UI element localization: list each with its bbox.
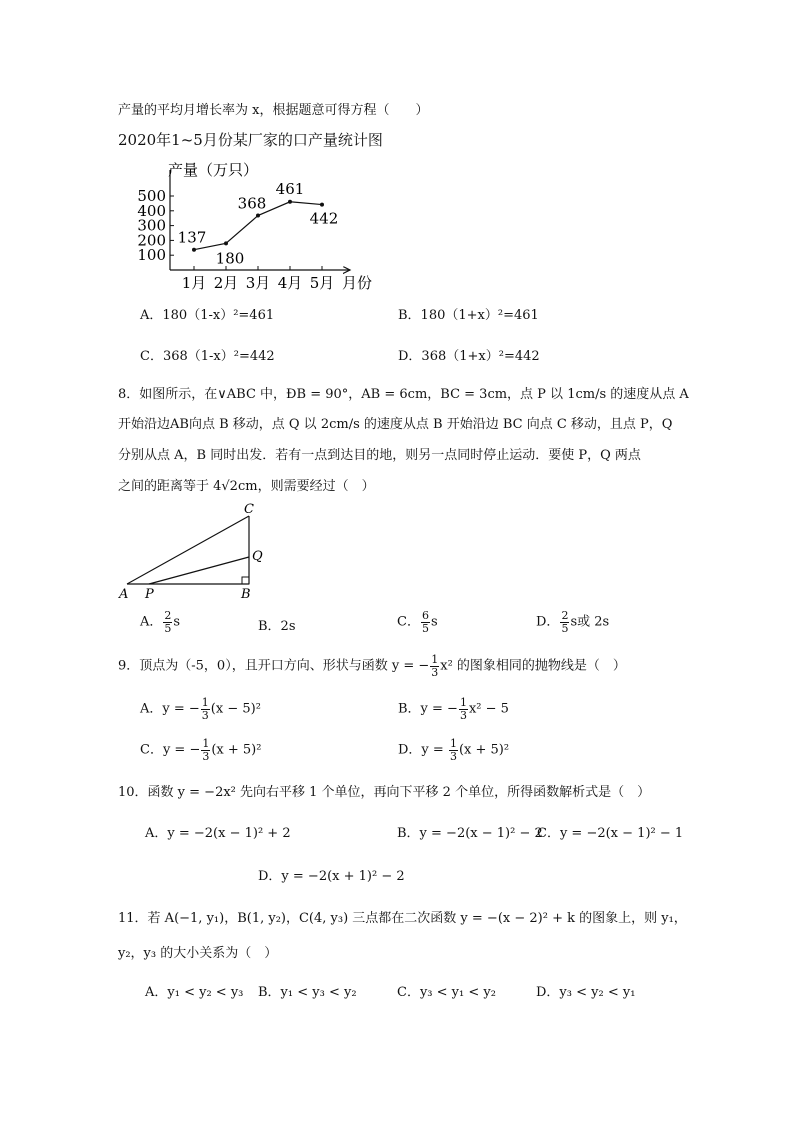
chart-value-labels: [178, 180, 339, 268]
data-label: 137: [177, 228, 207, 247]
chart-title: 2020年1~5月份某厂家的口产量统计图: [118, 131, 383, 149]
q8-option-a-unit: s: [173, 614, 181, 630]
q8-stem-line-4: 之间的距离等于 4√2cm，则需要经过（ ）: [118, 479, 375, 494]
q8-option-a-fraction: $\frac{2}{5}$: [164, 609, 172, 635]
q8-option-b[interactable]: B．2s: [258, 619, 296, 634]
chart-y-axis-label: 产量（万只）: [168, 161, 259, 179]
y-tick-label: 500: [137, 187, 166, 205]
x-tick-label: 3月: [245, 274, 271, 292]
y-tick-label: 300: [137, 216, 166, 235]
q8-triangle-figure: [115, 500, 275, 604]
production-line-chart: [118, 152, 388, 294]
q7-option-a[interactable]: A．180（1-x）²=461: [140, 308, 275, 323]
q10-stem: 10．函数 y = −2x² 先向右平移 1 个单位，再向下平移 2 个单位，所得函数解析式是（ ）: [118, 785, 651, 800]
q9-stem: 9．顶点为（-5，0），且开口方向、形状与函数 y = − $\frac{1}{3}$ x² 的图象相同的抛物线是（ ）: [118, 653, 626, 679]
data-label: 442: [309, 209, 339, 228]
x-tick-label: 1月: [181, 274, 207, 292]
q9-option-b[interactable]: B．y = − $\frac{1}{3}$ x² − 5: [398, 696, 509, 722]
q9-option-c[interactable]: C．y = − $\frac{1}{3}$ (x + 5)²: [140, 737, 262, 763]
q11-option-c[interactable]: C．y₃ < y₁ < y₂: [397, 985, 496, 1000]
q11-option-a[interactable]: A．y₁ < y₂ < y₃: [145, 985, 244, 1000]
y-tick-label: 400: [137, 201, 166, 220]
label-b: B: [241, 587, 251, 602]
x-tick-label: 4月: [277, 274, 303, 292]
q10-option-d[interactable]: D．y = −2(x + 1)² − 2: [258, 869, 405, 884]
q7-option-d[interactable]: D．368（1+x）²=442: [398, 349, 540, 364]
q8-option-d-fraction: $\frac{2}{5}$: [561, 609, 569, 635]
q10-option-c[interactable]: C．y = −2(x − 1)² − 1: [537, 826, 684, 841]
y-tick-label: 100: [137, 246, 166, 265]
segment-pq: [149, 557, 249, 584]
label-q: Q: [252, 549, 263, 564]
chart-y-ticks: [137, 187, 174, 264]
q8-option-d[interactable]: [536, 610, 609, 634]
q11-stem-line-1: 11．若 A(−1, y₁)，B(1, y₂)，C(4, y₃) 三点都在二次函数 y = −(x − 2)² + k 的图象上，则 y₁，: [118, 911, 687, 926]
q7-stem: 产量的平均月增长率为 x，根据题意可得方程（ ）: [118, 103, 429, 118]
q10-option-b[interactable]: B．y = −2(x − 1)² − 2: [397, 826, 543, 841]
q8-stem-line-3: 分别从点 A，B 同时出发．若有一点到达目的地，则另一点同时停止运动．要使 P，Q 两点: [118, 448, 641, 463]
q8-stem-line-2: 开始沿边AB向点 B 移动，点 Q 以 2cm/s 的速度从点 B 开始沿边 BC 向点 C 移动，且点 P，Q: [118, 417, 673, 432]
data-point: [320, 203, 324, 207]
q8-stem-line-1: 8．如图所示，在∨ABC 中，ÐB = 90°，AB = 6cm，BC = 3cm，点 P 以 1cm/s 的速度从点 A: [118, 387, 689, 402]
q11-option-d[interactable]: D．y₃ < y₂ < y₁: [536, 985, 636, 1000]
q8-option-c-fraction: $\frac{6}{5}$: [421, 609, 429, 635]
q8-option-c[interactable]: [397, 610, 438, 634]
q7-option-c[interactable]: C．368（1-x）²=442: [140, 349, 275, 364]
q9-option-a[interactable]: A．y = − $\frac{1}{3}$ (x − 5)²: [140, 696, 261, 722]
q11-stem-line-2: y₂，y₃ 的大小关系为（ ）: [118, 946, 278, 961]
q8-option-a[interactable]: [140, 610, 180, 634]
data-label: 368: [237, 194, 267, 213]
q8-option-d-letter: D．: [536, 614, 560, 630]
x-tick-label: 5月: [309, 274, 335, 292]
y-tick-label: 200: [137, 231, 166, 250]
label-p: P: [145, 587, 154, 602]
data-label: 180: [215, 249, 245, 268]
q8-option-d-unit: s或 2s: [570, 614, 610, 630]
right-angle-marker: [242, 577, 249, 584]
data-point: [224, 241, 228, 245]
data-label: 461: [275, 179, 305, 198]
data-point: [192, 248, 196, 252]
q8-option-a-letter: A．: [140, 614, 163, 630]
label-c: C: [244, 502, 254, 517]
x-tick-label: 2月: [213, 274, 239, 292]
data-point: [256, 214, 260, 218]
q8-option-c-letter: C．: [397, 614, 420, 630]
q9-option-d[interactable]: D．y = $\frac{1}{3}$ (x + 5)²: [398, 737, 510, 763]
q8-option-c-unit: s: [430, 614, 438, 630]
q11-option-b[interactable]: B．y₁ < y₃ < y₂: [258, 985, 357, 1000]
q10-option-a[interactable]: A．y = −2(x − 1)² + 2: [145, 826, 291, 841]
label-a: A: [119, 587, 129, 602]
data-point: [288, 200, 292, 204]
q7-option-b[interactable]: B．180（1+x）²=461: [398, 308, 539, 323]
chart-x-axis-label: 月份: [342, 274, 373, 292]
